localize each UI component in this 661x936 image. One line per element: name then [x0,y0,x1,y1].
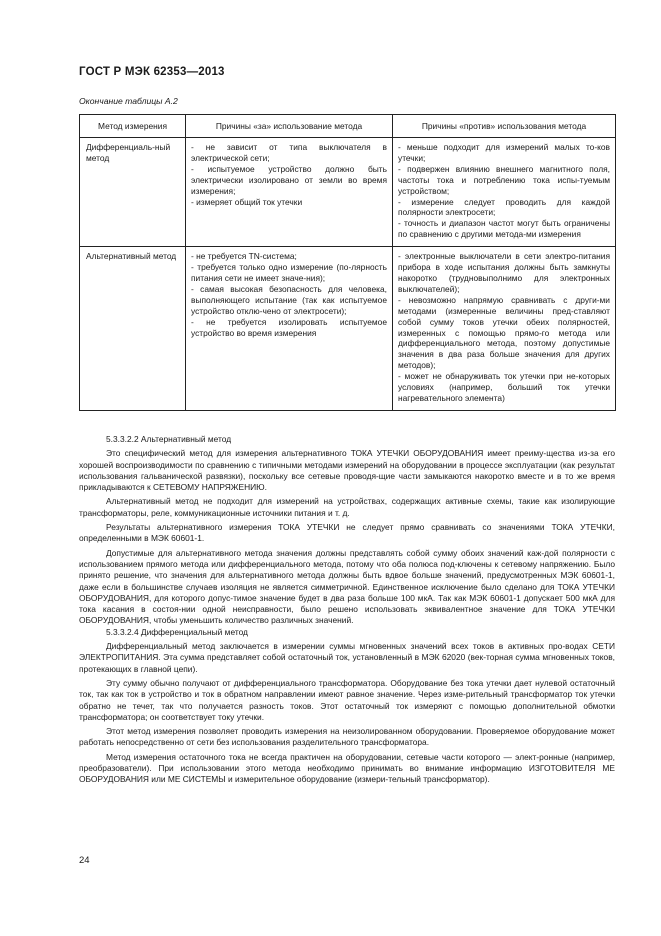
comparison-table [79,114,616,411]
list-item: - не зависит от типа выключателя в электрической сети; [191,142,387,163]
table-row [80,138,616,247]
column-header-pros: Причины «за» использование метода [186,115,393,138]
list-item: - точность и диапазон частот могут быть ограничены по сравнению с другими метода-ми измерения [398,218,610,240]
body-text [79,434,615,786]
paragraph: Этот метод измерения позволяет проводить измерения на неизолированном оборудовании. Проверяемое оборудование может работать непосредственно от сети без использования разделительного трансформатора. [79,726,615,748]
table-caption: Окончание таблицы А.2 [79,96,178,106]
paragraph: Допустимые для альтернативного метода значения должны представлять собой сумму обоих значений каж-дой полярности с использованием прямого метода или дифференциального метода, потому что оба полюса под-ключены к сетевому напряжению. Было принято решение, что значения для альтернативного метода должны быть вдвое больше значений, предусмотренных МЭК 60601-1, даже если в большинстве случаев изоляция не является симметричной. Единственное исключение было сделано для ТОКА УТЕЧКИ ОБОРУДОВАНИЯ, для которого допус-тимое значение будет в два раза больше 100 мкА. Так как МЭК 60601-1 допускает 500 мкА для тока касания в состоя-нии одной неисправности, было решено использовать эквивалентное значение для ТОКА УТЕЧКИ ОБОРУДОВАНИЯ, чтобы уменьшить количество различных значений. [79,547,615,626]
list-item: - невозможно напрямую сравнивать с други-ми методами (измеренные величины пред-ставляют собой сумму токов утечки обеих полярностей, измеренных с помощью прямо-го метода или дифференциального метода, поэтому допустимые значения в два раза больше значения для других методов); [398,294,610,371]
section-heading: 5.3.3.2.2 Альтернативный метод [106,434,232,444]
document-header: ГОСТ Р МЭК 62353—2013 [79,66,225,78]
list-item: - измеряет общий ток утечки [191,196,303,207]
list-item: - самая высокая безопасность для человека, выполняющего испытание (так как испытуемое устройство отклю-чено от электросети); [191,283,387,316]
list-item: - испытуемое устройство должно быть электрически изолировано от земли во время измерения; [191,163,387,196]
list-item: - электронные выключатели в сети электро-питания прибора в ходе испытания должны быть замкнуты накоротко (трудновыполнимо для электронных выключателей); [398,251,610,294]
list-item: - требуется только одно измерение (по-лярность питания сети не имеет значе-ния); [191,262,387,283]
column-header-cons: Причины «против» использования метода [393,115,616,138]
paragraph: Результаты альтернативного измерения ТОКА УТЕЧКИ не следует прямо сравнивать со значениями ТОКА УТЕЧКИ, определенными в МЭК 60601-1. [79,522,615,544]
paragraph: Дифференциальный метод заключается в измерении суммы мгновенных значений всех токов в активных про-водах СЕТИ ЭЛЕКТРОПИТАНИЯ. Эта сумма представляет собой остаточный ток, установленный в МЭК 62020 (век-торная сумма мгновенных токов, протекающих в главной цепи). [79,641,615,674]
list-item: - меньше подходит для измерений малых то-ков утечки; [398,142,610,163]
pros-cell [186,138,393,247]
list-item: - не требуется TN-система; [191,251,297,262]
list-item: - не требуется изолировать испытуемое устройство во время измерения [191,316,387,338]
column-header-method: Метод измерения [80,115,186,138]
paragraph: Это специфический метод для измерения альтернативного ТОКА УТЕЧКИ ОБОРУДОВАНИЯ имеет преиму-щества из-за его хорошей воспроизводимости по сравнению с типичными методами измерений на оборудовании в процессе эксплуатации (как результат использования гальванической развязки), поскольку все сетевые проводя-щие части замыкаются накоротко вместе и в то же время прикладываются к СЕТЕВОМУ НАПРЯЖЕНИЮ. [79,448,615,493]
pros-cell [186,247,393,411]
cons-cell [393,138,616,247]
paragraph: Метод измерения остаточного тока не всегда практичен на оборудовании, сетевые части которого — элект-ронные (например, преобразователи). При использовании этого метода необходимо принимать во внимание информацию ИЗГОТОВИТЕЛЯ МЕ ОБОРУДОВАНИЯ или МЕ СИСТЕМЫ и измерительное оборудование (измери-тельный трансформатор). [79,751,615,785]
paragraph: Альтернативный метод не подходит для измерений на устройствах, содержащих активные схемы, такие как изолирующие трансформаторы, реле, коммуникационные источники питания и т. д. [79,496,615,518]
list-item: - измерение следует проводить для каждой полярности электросети; [398,196,610,218]
section-heading: 5.3.3.2.4 Дифференциальный метод [106,626,248,637]
paragraph: Эту сумму обычно получают от дифференциального трансформатора. Оборудование без тока утечки дает нулевой остаточный ток, так как ток в устройство и ток в обратном направлении имеют равное значение. Через изме-рительный трансформатор ток утечки обратно не течет, так что получается разность токов. Этот остаточный ток измеряют с помощью дополнительной обмотки трансформатора; он соответствует току утечки. [79,677,615,722]
list-item: - подвержен влиянию внешнего магнитного поля, частоты тока и потреблению тока испы-туемым устройством; [398,163,610,196]
method-cell: Альтернативный метод [80,247,186,411]
cons-cell [393,247,616,411]
page-number: 24 [79,855,90,866]
table-header-row [80,115,616,138]
method-cell: Дифференциаль-ный метод [80,138,186,247]
table-row [80,247,616,411]
list-item: - может не обнаруживать ток утечки при не-которых условиях (например, больший ток утечки нагревательного элемента) [398,371,610,403]
